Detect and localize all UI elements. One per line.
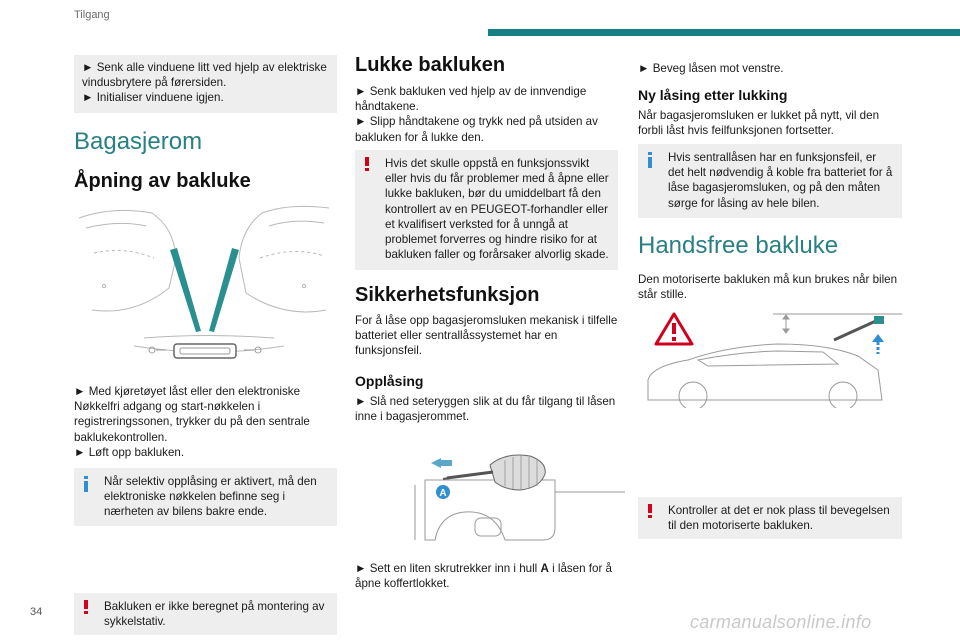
tip-box (74, 55, 337, 113)
info-text: Hvis sentrallåsen har en funksjonsfeil, er det helt nødvendig å koble fra batteriet for å låse bagasjeromsluken, og på den måten sørge for låsing av hele bilen. (668, 151, 893, 210)
section-header: Tilgang (74, 9, 110, 21)
paragraph (355, 561, 618, 591)
tip-line-1: ► Senk alle vinduene litt ved hjelp av elektriske vindusbrytere på førersiden. (82, 61, 327, 90)
paragraph: ► Slipp håndtakene og trykk ned på utsiden av bakluken for å lukke den. (355, 115, 598, 144)
paragraph: ► Løft opp bakluken. (74, 445, 185, 459)
page-number: 34 (30, 606, 43, 618)
section-title-bagasjerom: Bagasjerom (74, 128, 203, 155)
paragraph: Den motoriserte bakluken må kun brukes når bilen står stille. (638, 273, 898, 302)
figure-label-a: A (439, 488, 447, 499)
column-3 (638, 0, 902, 533)
subheading-opplasing: Opplåsing (355, 373, 424, 389)
paragraph: ► Med kjøretøyet låst eller den elektroniske Nøkkelfri adgang og start-nøkkelen i registreringssonen, trykker du på den sentrale baklukekontrollen. (74, 385, 310, 444)
warning-exclamation-icon (647, 504, 653, 518)
subheading-ny-lasing: Ny låsing etter lukking (638, 87, 788, 103)
heading-sikkerhetsfunksjon: Sikkerhetsfunksjon (355, 284, 540, 306)
tailgate-handle-illustration (74, 198, 337, 366)
screwdriver-lock-illustration (355, 440, 625, 552)
paragraph: ► Senk bakluken ved hjelp av de innvendige håndtakene. (355, 85, 587, 114)
info-icon (83, 476, 89, 492)
text-run: i låsen for å åpne koffertlokket. (355, 562, 612, 591)
car-tailgate-clearance-illustration (638, 308, 902, 408)
paragraph: Når bagasjeromsluken er lukket på nytt, vil den forbli låst hvis feilfunksjonen fortsetter. (638, 109, 880, 138)
info-box (74, 468, 337, 526)
warning-text: Bakluken er ikke beregnet på montering av sykkelstativ. (104, 600, 325, 629)
info-icon (647, 152, 653, 168)
info-box (638, 144, 902, 218)
instructions-open (74, 384, 337, 460)
instructions-close (355, 84, 618, 145)
tip-line-2: ► Initialiser vinduene igjen. (82, 91, 224, 105)
watermark: carmanualsonline.info (690, 612, 872, 632)
warning-box (74, 593, 337, 635)
hole-label: A (540, 562, 549, 575)
paragraph: ► Slå ned seteryggen slik at du får tilgang til låsen inne i bagasjerommet. (355, 395, 616, 424)
warning-text: Hvis det skulle oppstå en funksjonssvikt eller hvis du får problemer med å åpne eller lukke bakluken, bør du umiddelbart få den kontrollert av en PEUGEOT-forhandler eller et kvalifisert verksted for å unngå at problemet forverres og hindre risiko for at bakluken faller og forårsaker alvorlig skade. (385, 157, 609, 262)
warning-text: Kontroller at det er nok plass til bevegelsen til den motoriserte bakluken. (668, 504, 890, 533)
column-2 (355, 0, 625, 591)
heading-lukke-bakluken: Lukke bakluken (355, 54, 506, 76)
text-run: ► Sett en liten skrutrekker inn i hull (355, 562, 541, 575)
warning-box (355, 150, 618, 270)
warning-exclamation-icon (364, 157, 370, 171)
warning-box (638, 497, 902, 539)
column-1 (74, 0, 337, 629)
section-title-handsfree: Handsfree bakluke (638, 232, 839, 259)
warning-exclamation-icon (83, 600, 89, 614)
paragraph: For å låse opp bagasjeromsluken mekanisk i tilfelle batteriet eller sentrallåssystemet har en funksjonsfeil. (355, 314, 618, 358)
info-text: Når selektiv opplåsing er aktivert, må den elektroniske nøkkelen befinne seg i nærheten av bilens bakre ende. (104, 475, 317, 519)
paragraph: ► Beveg låsen mot venstre. (638, 62, 784, 75)
heading-apning-av-bakluke: Åpning av bakluke (74, 170, 251, 192)
